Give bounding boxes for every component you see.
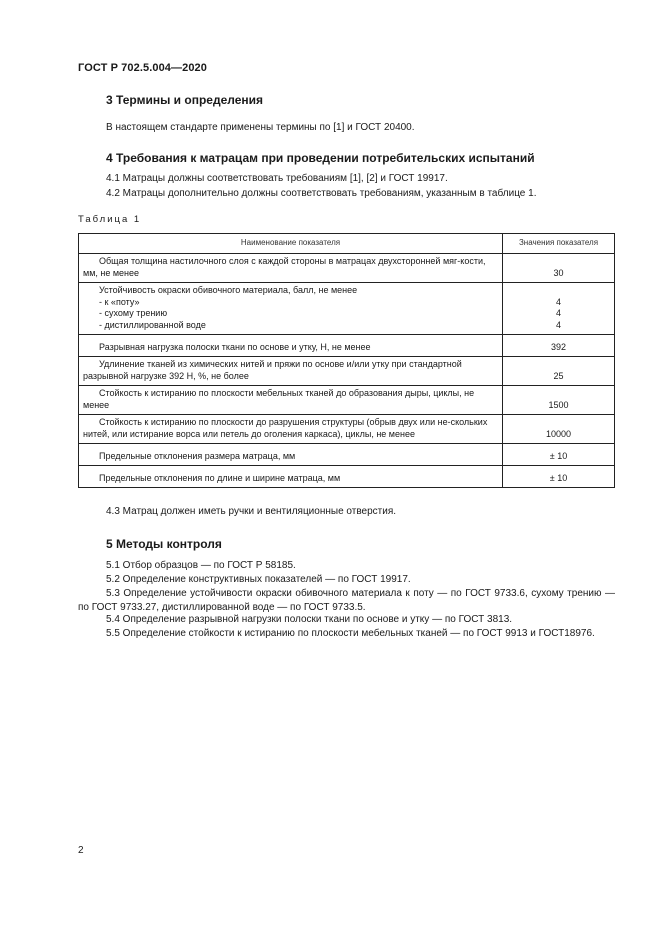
paragraph-5-1: 5.1 Отбор образцов — по ГОСТ Р 58185.: [106, 560, 296, 571]
table-row: [79, 415, 615, 444]
row-value: 25: [503, 357, 615, 386]
header-indicator-name: Наименование показателя: [79, 234, 503, 254]
paragraph-4-2: 4.2 Матрацы дополнительно должны соответствовать требованиям, указанным в таблице 1.: [106, 188, 537, 199]
row-value: 392: [503, 335, 615, 357]
table-caption: Таблица 1: [78, 214, 142, 225]
section-4-heading: 4 Требования к матрацам при проведении потребительских испытаний: [106, 151, 535, 165]
requirements-table: [78, 233, 615, 488]
row-sub-item: - сухому трению: [99, 308, 168, 318]
row-value: ± 10: [503, 466, 615, 488]
paragraph-5-2: 5.2 Определение конструктивных показателей — по ГОСТ 19917.: [106, 574, 411, 585]
row-name: Стойкость к истиранию по плоскости до разрушения структуры (обрыв двух или не-скольких нитей, или истирание ворса или петель до оголения каркаса), циклы, не менее: [79, 415, 503, 444]
row-value: ± 10: [503, 444, 615, 466]
table-header-row: [79, 234, 615, 254]
paragraph-5-4: 5.4 Определение разрывной нагрузки полоски ткани по основе и утку — по ГОСТ 3813.: [106, 614, 513, 625]
row-sub-item: - дистиллированной воде: [99, 319, 206, 330]
table-row: [79, 444, 615, 466]
row-sub-item: - к «поту»: [99, 296, 140, 307]
table-row: [79, 357, 615, 386]
table-row: [79, 335, 615, 357]
row-name: Предельные отклонения размера матраца, мм: [79, 444, 503, 466]
paragraph-5-3: 5.3 Определение устойчивости окраски обивочного материала к поту — по ГОСТ 9733.6, сухому трению — по ГОСТ 9733.27, дистиллированной воде — по ГОСТ 9733.5.: [78, 588, 615, 613]
section-3-text: В настоящем стандарте применены термины по [1] и ГОСТ 20400.: [106, 122, 415, 133]
row-name-main: Устойчивость окраски обивочного материала, балл, не менее: [99, 285, 358, 295]
section-3-heading: 3 Термины и определения: [106, 93, 264, 107]
paragraph-4-1: 4.1 Матрацы должны соответствовать требованиям [1], [2] и ГОСТ 19917.: [106, 173, 448, 184]
table-row: [79, 254, 615, 283]
section-5-heading: 5 Методы контроля: [106, 537, 222, 551]
table-row: [79, 283, 615, 335]
row-name: Предельные отклонения по длине и ширине матраца, мм: [79, 466, 503, 488]
row-value: 1500: [503, 386, 615, 415]
header-indicator-value: Значения показателя: [503, 234, 615, 254]
row-value: 10000: [503, 415, 615, 444]
table-row: [79, 466, 615, 488]
row-sub-value: 4: [555, 296, 561, 307]
row-name: [79, 283, 503, 335]
row-sub-value: 4: [555, 308, 561, 318]
row-value: [503, 283, 615, 335]
row-sub-value: 4: [555, 319, 561, 330]
page-number: 2: [78, 845, 84, 856]
paragraph-5-5: 5.5 Определение стойкости к истиранию по плоскости мебельных тканей — по ГОСТ 9913 и ГОСТ18976.: [106, 628, 595, 639]
table-row: [79, 386, 615, 415]
paragraph-4-3: 4.3 Матрац должен иметь ручки и вентиляционные отверстия.: [106, 506, 397, 517]
row-name: Разрывная нагрузка полоски ткани по основе и утку, Н, не менее: [79, 335, 503, 357]
row-name: Общая толщина настилочного слоя с каждой стороны в матрацах двухсторонней мяг-кости, мм, не менее: [79, 254, 503, 283]
document-id-header: ГОСТ Р 702.5.004—2020: [78, 62, 207, 74]
row-name: Удлинение тканей из химических нитей и пряжи по основе и/или утку при стандартной разрывной нагрузке 392 Н, %, не более: [79, 357, 503, 386]
row-value: 30: [503, 254, 615, 283]
row-name: Стойкость к истиранию по плоскости мебельных тканей до образования дыры, циклы, не менее: [79, 386, 503, 415]
